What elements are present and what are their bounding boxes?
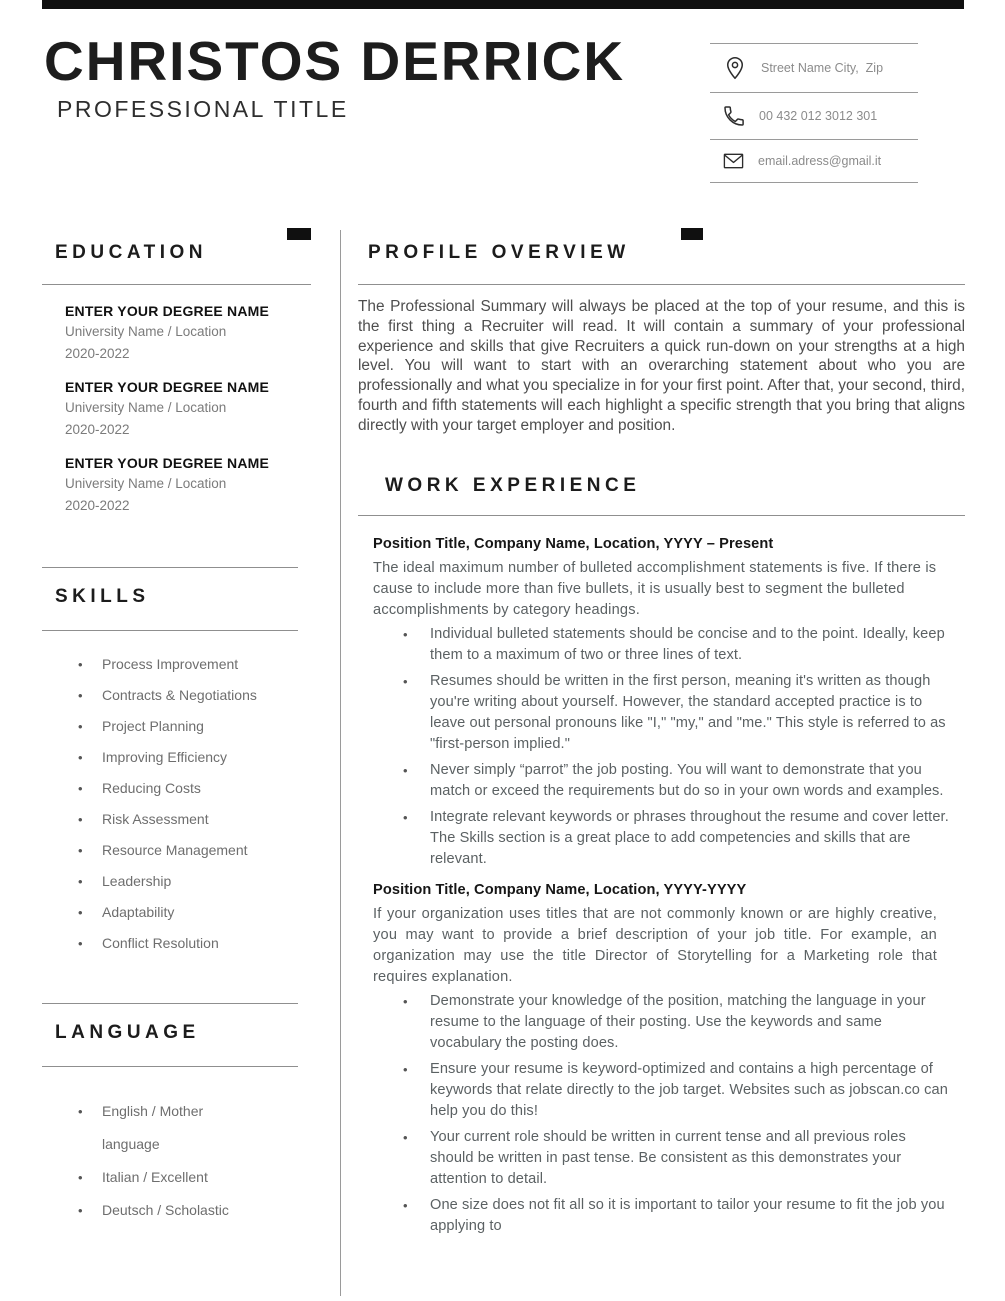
bullet-dot-icon: • <box>78 874 83 889</box>
skill-item: • Process Improvement <box>78 656 239 672</box>
language-item: • English / Mother language <box>78 1095 311 1161</box>
work-experience-heading: WORK EXPERIENCE <box>358 475 965 516</box>
job-bullet: • One size does not fit all so it is important to tailor your resume to fit the job you applying to <box>401 1195 965 1237</box>
bullet-dot-icon: • <box>78 781 83 796</box>
job-bullet-list <box>373 991 965 1237</box>
university-name: University Name / Location <box>65 324 227 339</box>
bullet-dot-icon: • <box>78 905 83 920</box>
degree-name: ENTER YOUR DEGREE NAME <box>65 455 270 471</box>
bullet-dot-icon: • <box>78 688 83 703</box>
education-list <box>42 285 311 517</box>
bullet-dot-icon: • <box>78 843 83 858</box>
job-title: Position Title, Company Name, Location, YYYY-YYYY <box>373 881 747 898</box>
contact-card <box>710 43 918 183</box>
job-entry <box>358 880 965 1237</box>
education-entry <box>65 453 311 517</box>
education-heading: EDUCATION <box>42 228 311 285</box>
skills-list <box>78 655 311 953</box>
bullet-dot-icon: • <box>403 993 408 1009</box>
job-bullet: • Never simply “parrot” the job posting. You will want to demonstrate that you match or exceed the requirements but do so in your own words and examples. <box>401 760 965 802</box>
bullet-dot-icon: • <box>403 1197 408 1213</box>
education-entry <box>65 377 311 441</box>
skill-item: • Improving Efficiency <box>78 749 228 765</box>
job-intro-text: The ideal maximum number of bulleted accomplishment statements is five. If there is cause to include more than five bullets, it is usually best to segment the bulleted accomplishments by category headings. <box>373 559 937 618</box>
phone-icon <box>722 104 746 128</box>
job-bullet: • Your current role should be written in current tense and all previous roles should be written in past tense. Be consistent as this demonstrates your attention to detail. <box>401 1127 965 1190</box>
university-name: University Name / Location <box>65 476 227 491</box>
bullet-dot-icon: • <box>78 1203 83 1218</box>
bullet-dot-icon: • <box>78 936 83 951</box>
university-name: University Name / Location <box>65 400 227 415</box>
bullet-dot-icon: • <box>403 762 408 778</box>
phone-text: 00 432 012 3012 301 <box>759 109 878 123</box>
profile-overview-heading: PROFILE OVERVIEW <box>358 228 965 285</box>
bullet-dot-icon: • <box>403 673 408 689</box>
bullet-dot-icon: • <box>78 719 83 734</box>
language-list <box>78 1095 311 1227</box>
contact-row-address <box>710 43 918 92</box>
skill-item: • Adaptability <box>78 904 175 920</box>
degree-years: 2020-2022 <box>65 346 130 361</box>
education-entry <box>65 301 311 365</box>
degree-years: 2020-2022 <box>65 498 130 513</box>
bullet-dot-icon: • <box>78 1104 83 1119</box>
candidate-name: CHRISTOS DERRICK <box>44 30 626 92</box>
main-column <box>358 228 965 1242</box>
job-bullet: • Ensure your resume is keyword-optimized and contains a high percentage of keywords that relate directly to the job target. Websites such as jobscan.co can help you do this! <box>401 1059 965 1122</box>
address-text: Street Name City, Zip <box>761 61 884 75</box>
location-pin-icon <box>722 55 748 81</box>
professional-title: PROFESSIONAL TITLE <box>57 95 349 122</box>
skill-item: • Project Planning <box>78 718 204 734</box>
bullet-dot-icon: • <box>78 1170 83 1185</box>
bullet-dot-icon: • <box>403 1061 408 1077</box>
contact-row-email <box>710 139 918 183</box>
language-item: • Deutsch / Scholastic <box>78 1194 311 1227</box>
bullet-dot-icon: • <box>403 626 408 642</box>
email-icon <box>722 151 745 171</box>
skill-item: • Resource Management <box>78 842 248 858</box>
job-title: Position Title, Company Name, Location, YYYY – Present <box>373 535 774 552</box>
top-accent-bar <box>42 0 964 9</box>
job-entry <box>358 534 965 870</box>
job-bullet-list <box>373 624 965 870</box>
header <box>44 30 626 123</box>
skill-item: • Reducing Costs <box>78 780 201 796</box>
contact-row-phone <box>710 92 918 139</box>
bullet-dot-icon: • <box>78 812 83 827</box>
bullet-dot-icon: • <box>403 809 408 825</box>
degree-years: 2020-2022 <box>65 422 130 437</box>
job-bullet: • Resumes should be written in the first person, meaning it's written as though you're writing about yourself. However, the standard accepted practice is to leave out personal pronouns like "I," "my," and "me." This style is referred to as "first-person implied." <box>401 671 965 755</box>
skills-heading: SKILLS <box>42 567 298 631</box>
email-text: email.adress@gmail.it <box>758 154 882 168</box>
skill-item: • Risk Assessment <box>78 811 209 827</box>
degree-name: ENTER YOUR DEGREE NAME <box>65 303 270 319</box>
bullet-dot-icon: • <box>78 657 83 672</box>
skill-item: • Conflict Resolution <box>78 935 219 951</box>
profile-summary-text: The Professional Summary will always be placed at the top of your resume, and this is the first thing a Recruiter will read. It will contain a summary of your professional experience and skills that give Recruiters a quick run-down on your strengths at a high level. You will want to start with an overarching statement about who you are professionally and what you specialize in for your first point. After that, your second, third, fourth and fifth statements will each highlight a specific strength that you bring that aligns directly with your target employer and position. <box>358 298 965 434</box>
language-heading: LANGUAGE <box>42 1003 298 1067</box>
bullet-dot-icon: • <box>78 750 83 765</box>
sidebar <box>42 228 311 1227</box>
degree-name: ENTER YOUR DEGREE NAME <box>65 379 270 395</box>
job-bullet: • Integrate relevant keywords or phrases throughout the resume and cover letter. The Skills section is a great place to add competencies and skills that are relevant. <box>401 807 965 870</box>
job-intro-text: If your organization uses titles that are not commonly known or are highly creative, you may want to provide a brief description of your job title. For example, an organization may use the title Director of Storytelling for a Marketing role that requires explanation. <box>373 905 937 985</box>
skill-item: • Leadership <box>78 873 172 889</box>
job-bullet: • Individual bulleted statements should be concise and to the point. Ideally, keep them to a maximum of two or three lines of text. <box>401 624 965 666</box>
column-divider <box>340 230 341 1296</box>
bullet-dot-icon: • <box>403 1129 408 1145</box>
job-bullet: • Demonstrate your knowledge of the position, matching the language in your resume to the language of their posting. Use the keywords and same vocabulary the posting does. <box>401 991 965 1054</box>
language-item: • Italian / Excellent <box>78 1161 311 1194</box>
skill-item: • Contracts & Negotiations <box>78 687 257 703</box>
